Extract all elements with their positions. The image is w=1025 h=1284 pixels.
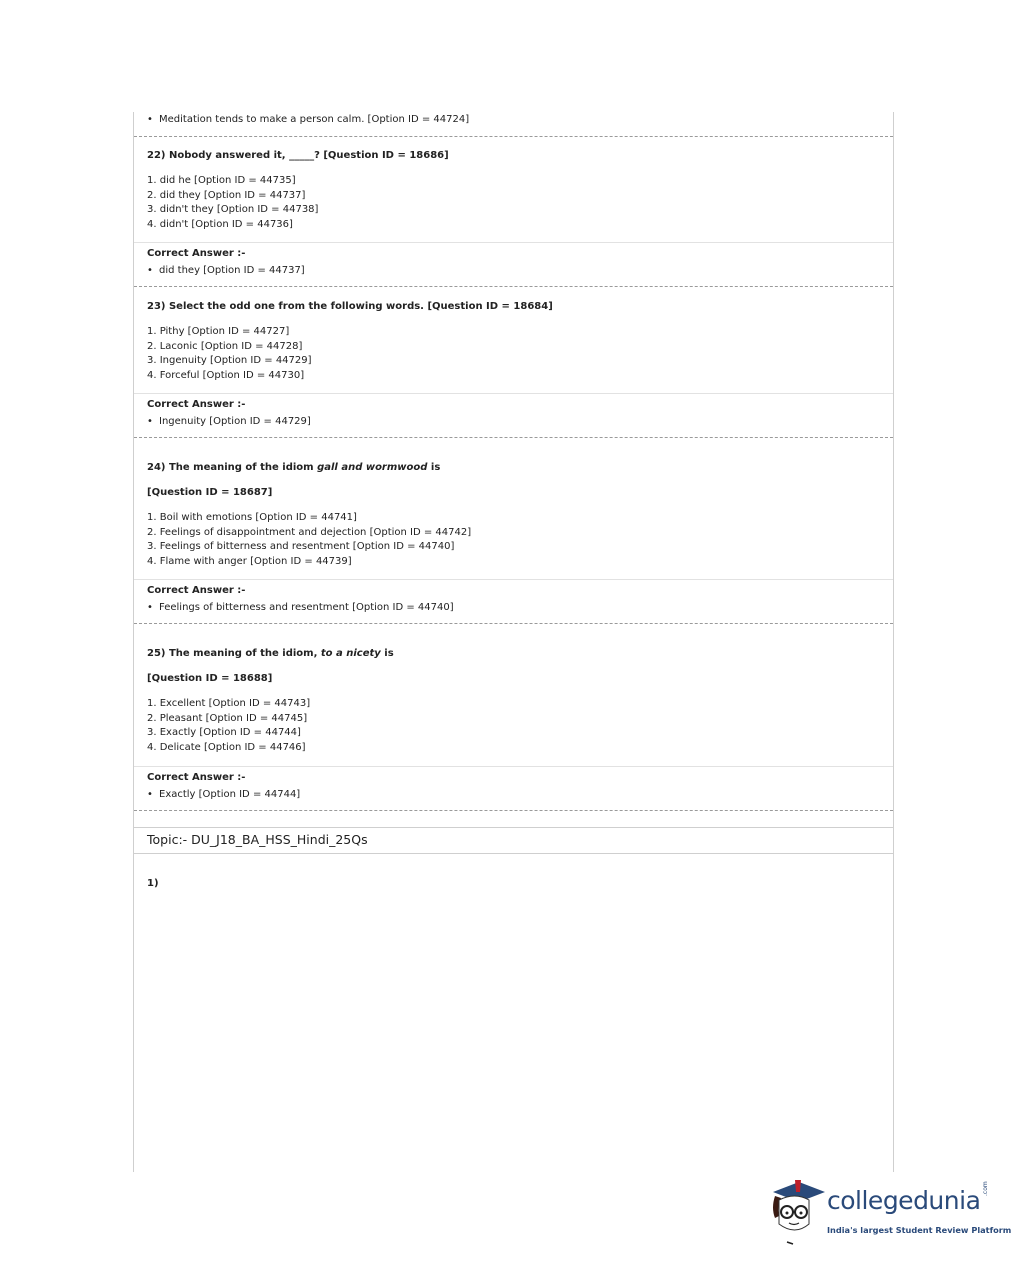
divider xyxy=(134,393,893,394)
topic-bottom-border xyxy=(134,853,893,854)
correct-answer-label: Correct Answer :- xyxy=(147,772,246,783)
option: 3. Exactly [Option ID = 44744] xyxy=(147,727,301,739)
correct-answer-label: Correct Answer :- xyxy=(147,399,246,410)
option: 4. Flame with anger [Option ID = 44739] xyxy=(147,555,352,567)
separator xyxy=(134,810,893,811)
option: 3. didn't they [Option ID = 44738] xyxy=(147,204,319,216)
question-25-options xyxy=(147,697,310,755)
option: 4. Delicate [Option ID = 44746] xyxy=(147,741,306,753)
question-23-options xyxy=(147,325,312,383)
correct-answer-label: Correct Answer :- xyxy=(147,248,246,259)
option: 1. did he [Option ID = 44735] xyxy=(147,175,296,186)
divider xyxy=(134,766,893,767)
option: 2. Pleasant [Option ID = 44745] xyxy=(147,712,308,724)
brand-name: collegedunia xyxy=(827,1186,981,1215)
option: 3. Feelings of bitterness and resentment [Option ID = 44740] xyxy=(147,541,455,553)
collegedunia-logo xyxy=(765,1178,1012,1248)
option: 1. Excellent [Option ID = 44743] xyxy=(147,698,311,709)
option: 2. did they [Option ID = 44737] xyxy=(147,189,306,201)
option: 4. Forceful [Option ID = 44730] xyxy=(147,369,305,381)
question-24-options xyxy=(147,511,471,569)
brand-domain: .com xyxy=(982,1181,989,1196)
option: 2. Laconic [Option ID = 44728] xyxy=(147,340,303,352)
option: 3. Ingenuity [Option ID = 44729] xyxy=(147,355,312,367)
question-23: 23) Select the odd one from the following words. [Question ID = 18684] xyxy=(147,301,553,312)
question-22: 22) Nobody answered it, _____? [Question ID = 18686] xyxy=(147,150,449,161)
correct-answer-label: Correct Answer :- xyxy=(147,585,246,596)
divider xyxy=(134,579,893,580)
separator xyxy=(134,437,893,438)
option: 2. Feelings of disappointment and dejection [Option ID = 44742] xyxy=(147,526,472,538)
correct-answer: • Exactly [Option ID = 44744] xyxy=(147,789,301,800)
correct-answer: • Ingenuity [Option ID = 44729] xyxy=(147,416,311,427)
separator xyxy=(134,286,893,287)
previous-correct-answer: • Meditation tends to make a person calm. [Option ID = 44724] xyxy=(147,114,470,125)
mascot-icon xyxy=(765,1178,827,1248)
question-paper-sheet xyxy=(133,112,894,1172)
question-25-id: [Question ID = 18688] xyxy=(147,673,273,684)
question-24: 24) The meaning of the idiom gall and wormwood is xyxy=(147,462,441,473)
question-1: 1) xyxy=(147,878,159,889)
question-22-options xyxy=(147,174,318,232)
separator xyxy=(134,136,893,137)
question-25: 25) The meaning of the idiom, to a nicety is xyxy=(147,648,394,659)
correct-answer: • Feelings of bitterness and resentment [Option ID = 44740] xyxy=(147,602,454,613)
option: 1. Boil with emotions [Option ID = 44741] xyxy=(147,512,357,523)
option: 1. Pithy [Option ID = 44727] xyxy=(147,326,290,337)
separator xyxy=(134,623,893,624)
question-24-id: [Question ID = 18687] xyxy=(147,487,273,498)
divider xyxy=(134,242,893,243)
topic-top-border xyxy=(134,827,893,828)
topic-title: Topic:- DU_J18_BA_HSS_Hindi_25Qs xyxy=(147,832,368,847)
option: 4. didn't [Option ID = 44736] xyxy=(147,218,293,230)
correct-answer: • did they [Option ID = 44737] xyxy=(147,265,305,276)
brand-tagline: India's largest Student Review Platform xyxy=(827,1225,1012,1235)
